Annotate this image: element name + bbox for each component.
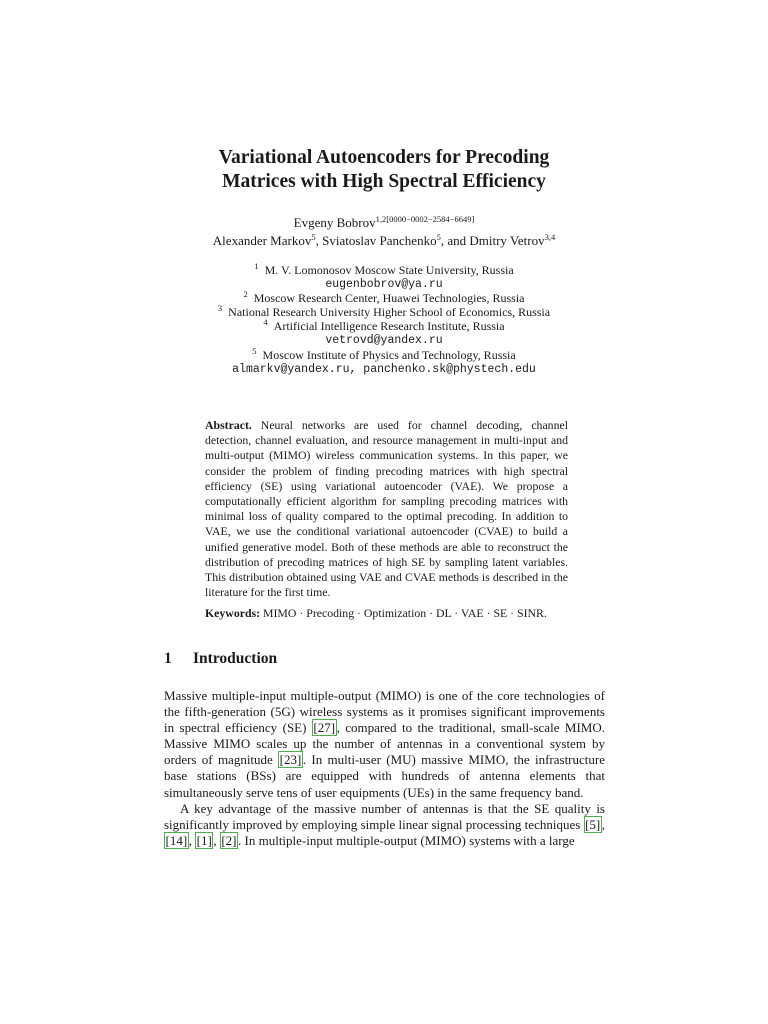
separator: , (601, 816, 605, 832)
affiliation-number: 5 (252, 346, 257, 356)
paragraph-text: Massive multiple-input multiple-output (MIMO) is one of the core technologies of the fifth-generation (5G) wireless systems as it promises significant improvements in spectral efficiency (SE) (164, 688, 605, 736)
affiliation-email-2: vetrovd@yandex.ru (325, 334, 443, 347)
paragraph-text: . In multiple-input multiple-output (MIMO) systems with a large (238, 832, 575, 848)
affiliation-1 (0, 263, 768, 277)
abstract (205, 418, 568, 600)
affiliation-number: 3 (217, 303, 223, 313)
keywords-text: MIMO · Precoding · Optimization · DL · VAE · SE · SINR. (263, 606, 547, 620)
affiliation-email-1: eugenbobrov@ya.ru (325, 278, 443, 291)
citation-link[interactable]: [23] (279, 752, 302, 768)
author-name: , Sviatoslav Panchenko (315, 233, 437, 248)
author-name: Alexander Markov (212, 233, 312, 248)
affiliation-number: 1 (254, 261, 259, 271)
affiliation-text: Artificial Intelligence Research Institute, Russia (273, 319, 505, 333)
affiliation-2 (0, 291, 768, 305)
affiliation-number: 4 (263, 317, 268, 327)
abstract-label: Abstract. (205, 418, 252, 432)
section-number: 1 (164, 650, 172, 667)
citation-link[interactable]: [1] (196, 832, 212, 848)
separator: , (213, 832, 220, 848)
affiliation-4 (0, 319, 768, 333)
citation-link[interactable]: [27] (313, 720, 336, 736)
affiliation-text: M. V. Lomonosov Moscow State University, Russia (264, 263, 514, 277)
section-heading (164, 650, 277, 668)
affiliation-email-3: almarkv@yandex.ru, panchenko.sk@phystech.edu (232, 363, 536, 376)
keywords (205, 606, 575, 621)
paper-title-line-2: Matrices with High Spectral Efficiency (222, 171, 546, 192)
paragraph-1 (164, 688, 605, 801)
citation-link[interactable]: [14] (165, 832, 188, 848)
citation-link[interactable]: [5] (585, 816, 601, 832)
author-line-1 (0, 216, 768, 230)
affiliation-number: 2 (243, 289, 248, 299)
keywords-label: Keywords: (205, 606, 261, 620)
author-line-2 (0, 234, 768, 248)
introduction-body (164, 688, 605, 849)
paragraph-2 (164, 801, 605, 849)
paragraph-text: A key advantage of the massive number of antennas is that the SE quality is significantly improved by employing simple linear signal processing techniques (164, 800, 605, 832)
author-superscript: 1,2[0000−0002−2584−6649] (375, 214, 475, 224)
affiliation-text: Moscow Institute of Physics and Technology, Russia (262, 348, 516, 362)
paragraph-text: . In multi-user (MU) massive MIMO, the infrastructure base stations (BSs) are equipped with hundreds of antenna elements that simultaneously serve tens of user equipments (UEs) in the same frequency band. (164, 752, 605, 800)
author-superscript: 5 (436, 232, 441, 242)
citation-link[interactable]: [2] (221, 832, 237, 848)
affiliation-5 (0, 348, 768, 362)
affiliation-text: National Research University Higher School of Economics, Russia (228, 305, 551, 319)
author-superscript: 5 (311, 232, 316, 242)
section-title: Introduction (193, 650, 278, 667)
abstract-text: Neural networks are used for channel decoding, channel detection, channel evaluation, and resource management in multi-input and multi-output (MIMO) wireless communication systems. In this paper, we consider the problem of finding precoding matrices with high spectral efficiency (SE) using variational autoencoder (VAE). We propose a computationally efficient algorithm for sampling precoding matrices with minimal loss of quality compared to the optimal precoding. In addition to VAE, we use the conditional variational autoencoder (CVAE) to build a unified generative model. Both of these methods are able to reconstruct the distribution of precoding matrices of high SE by sampling latent variables. This distribution obtained using VAE and CVAE methods is described in the literature for the first time. (205, 418, 568, 600)
paper-title-line-1: Variational Autoencoders for Precoding (218, 147, 550, 168)
paragraph-text: , compared to the traditional, small-scale MIMO. Massive MIMO scales up the number of antennas in a conventional system by orders of magnitude (164, 720, 605, 768)
affiliation-3 (0, 305, 768, 319)
author-name: , and Dmitry Vetrov (440, 233, 545, 248)
author-name: Evgeny Bobrov (293, 215, 376, 230)
affiliation-text: Moscow Research Center, Huawei Technologies, Russia (253, 291, 525, 305)
separator: , (188, 832, 196, 848)
author-superscript: 3,4 (544, 232, 556, 242)
